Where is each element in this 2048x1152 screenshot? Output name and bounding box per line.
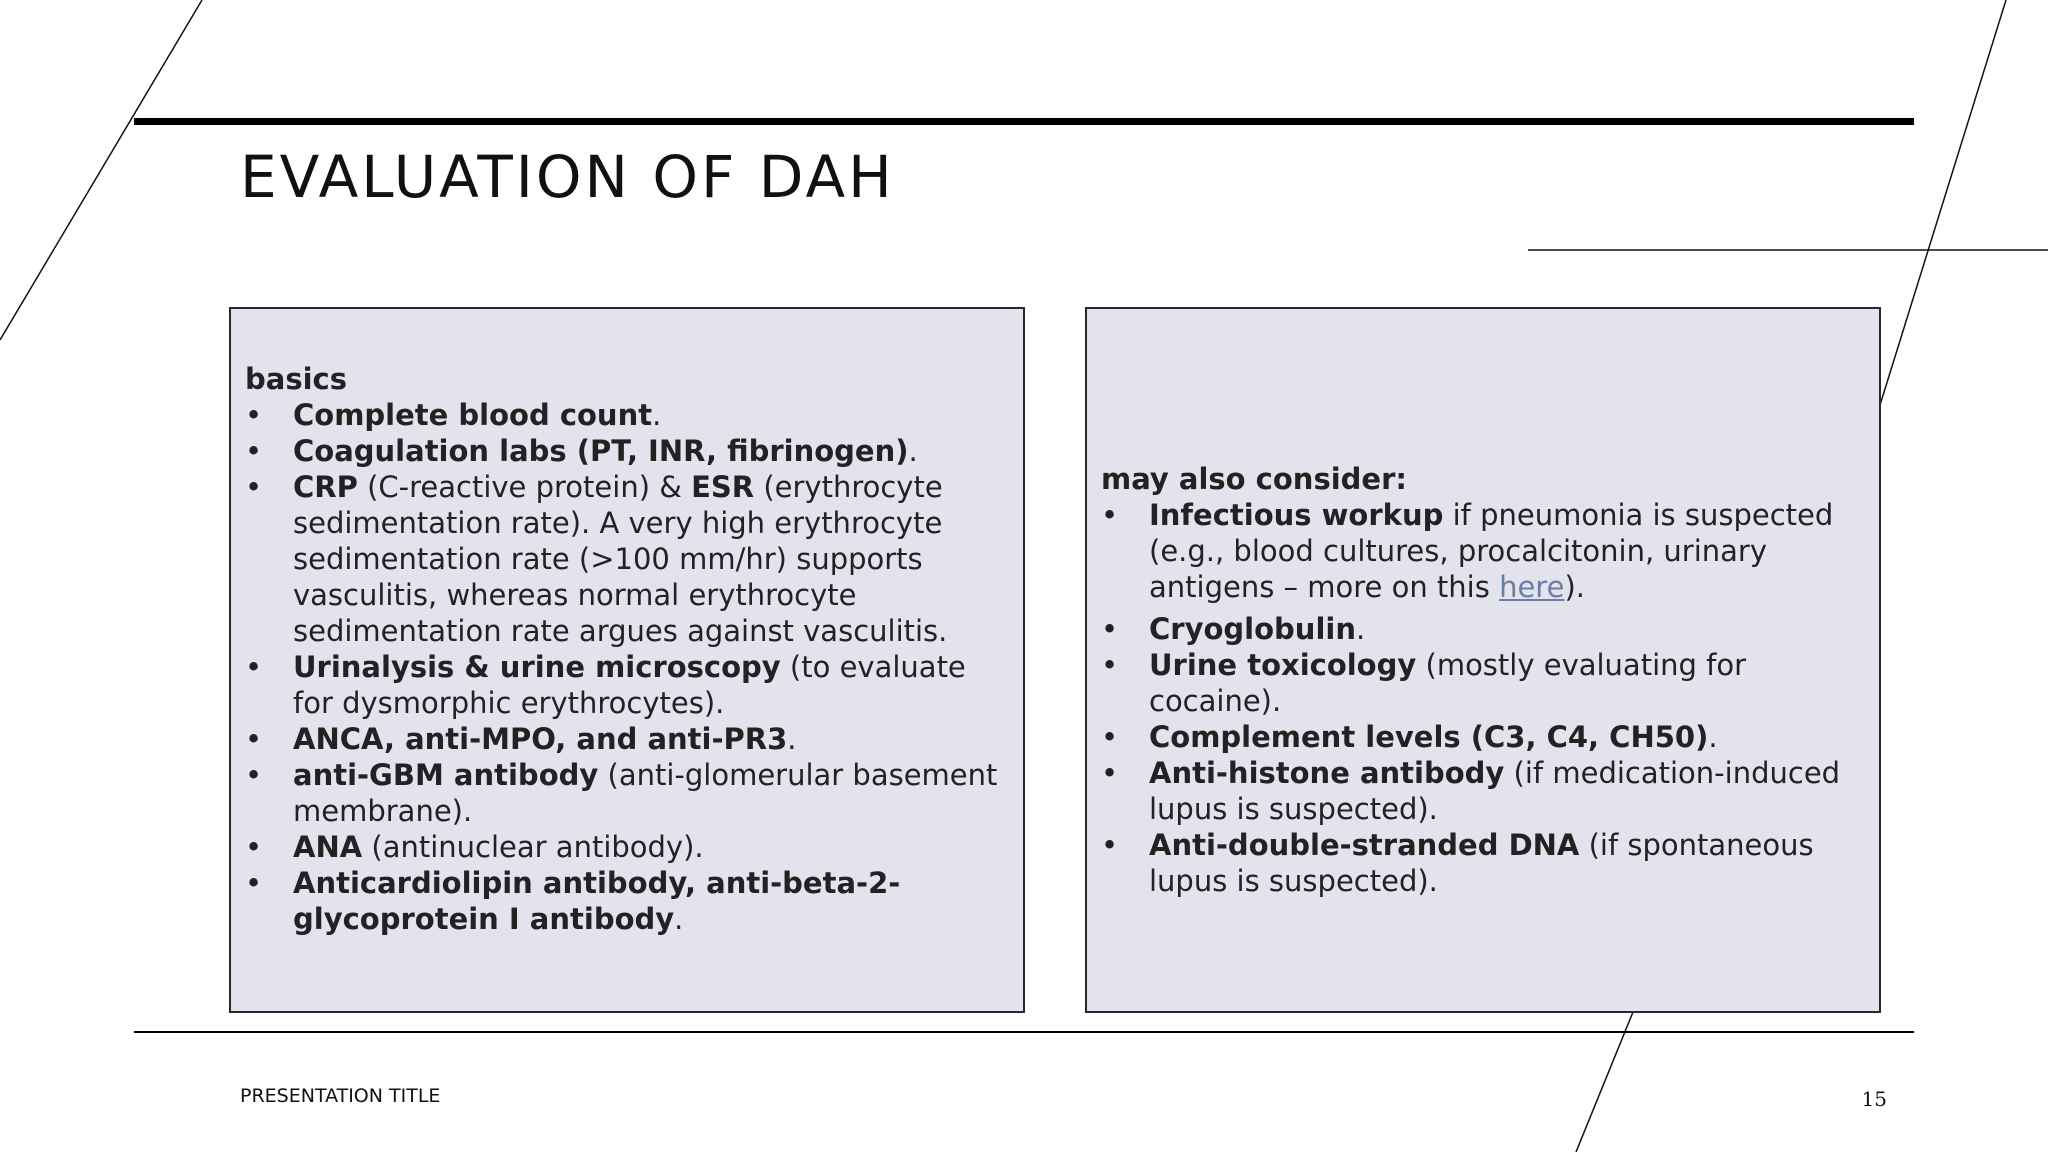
item-text: (if medication-induced lupus is suspected). — [1149, 756, 1841, 826]
item-bold-text: anti-GBM antibody — [293, 758, 599, 792]
item-text: . — [652, 398, 662, 432]
bullet-icon: • — [245, 758, 263, 792]
list-item — [245, 829, 1009, 865]
item-text: . — [787, 722, 797, 756]
bullet-icon: • — [1101, 498, 1119, 532]
list-item — [1101, 719, 1865, 755]
item-bold-text: Cryoglobulin — [1149, 612, 1356, 646]
item-text: if pneumonia is suspected (e.g., blood cultures, procalcitonin, urinary antigens – more on this — [1149, 498, 1834, 604]
item-text: (if spontaneous lupus is suspected). — [1149, 828, 1814, 898]
bullet-icon: • — [1101, 828, 1119, 862]
list-item — [1101, 611, 1865, 647]
here-link[interactable]: here — [1499, 570, 1565, 604]
basics-heading: basics — [245, 362, 347, 396]
item-text: (anti-glomerular basement membrane). — [293, 758, 998, 828]
list-item — [1101, 647, 1865, 719]
list-item — [245, 433, 1009, 469]
item-text: (erythrocyte sedimentation rate). A very high erythrocyte sedimentation rate (>100 mm/hr) supports vasculitis, whereas normal erythrocyte sedimentation rate argues against vasculitis. — [293, 470, 948, 648]
item-text: (mostly evaluating for cocaine). — [1149, 648, 1747, 718]
page-number: 15 — [1861, 1087, 1887, 1111]
item-bold-text: Urine toxicology — [1149, 648, 1417, 682]
slide-title: EVALUATION OF DAH — [240, 143, 895, 211]
item-bold-text: Anti-double-stranded DNA — [1149, 828, 1580, 862]
list-item — [245, 469, 1009, 649]
bullet-icon: • — [245, 866, 263, 900]
bullet-icon: • — [245, 722, 263, 756]
bullet-icon: • — [245, 398, 263, 432]
item-bold-text: Urinalysis & urine microscopy — [293, 650, 781, 684]
item-bold-text: CRP — [293, 470, 358, 504]
bullet-icon: • — [245, 830, 263, 864]
item-bold-text: ESR — [691, 470, 755, 504]
list-item — [1101, 497, 1865, 605]
bullet-icon: • — [1101, 648, 1119, 682]
deco-line-left — [0, 0, 202, 340]
basics-panel — [229, 307, 1025, 1013]
item-bold-text: Complement levels (C3, C4, CH50) — [1149, 720, 1709, 754]
item-bold-text: Coagulation labs (PT, INR, fibrinogen) — [293, 434, 909, 468]
list-item — [245, 757, 1009, 829]
item-text: . — [1355, 612, 1366, 646]
item-bold-text: ANCA, anti-MPO, and anti-PR3 — [293, 722, 788, 756]
bullet-icon: • — [1101, 612, 1119, 646]
item-text: (to evaluate for dysmorphic erythrocytes). — [293, 650, 966, 720]
top-rule — [134, 118, 1914, 125]
list-item — [245, 721, 1009, 757]
list-item — [1101, 755, 1865, 827]
bottom-rule — [134, 1031, 1914, 1033]
list-item — [245, 865, 1009, 937]
item-text: . — [908, 434, 918, 468]
deco-line-right-diagonal — [1880, 0, 2006, 405]
bullet-icon: • — [245, 470, 263, 504]
item-text: . — [1708, 720, 1718, 754]
consider-heading: may also consider: — [1101, 462, 1407, 496]
item-bold-text: Infectious workup — [1149, 498, 1444, 532]
deco-line-bottom-diagonal — [1576, 1012, 1633, 1152]
basics-list — [245, 397, 1009, 937]
consider-panel — [1085, 307, 1881, 1013]
item-text: (C-reactive protein) & — [357, 470, 692, 504]
item-bold-text: Anti-histone antibody — [1149, 756, 1505, 790]
consider-list — [1101, 497, 1865, 899]
item-bold-text: ANA — [293, 830, 363, 864]
list-item — [245, 649, 1009, 721]
item-text: (antinuclear antibody). — [362, 830, 704, 864]
bullet-icon: • — [245, 434, 263, 468]
item-text: . — [674, 902, 684, 936]
bullet-icon: • — [1101, 756, 1119, 790]
list-item — [245, 397, 1009, 433]
item-bold-text: Complete blood count — [293, 398, 653, 432]
item-text: ). — [1564, 570, 1585, 604]
item-bold-text: Anticardiolipin antibody, anti-beta-2-glycoprotein I antibody — [293, 866, 901, 936]
bullet-icon: • — [245, 650, 263, 684]
bullet-icon: • — [1101, 720, 1119, 754]
footer-title: PRESENTATION TITLE — [240, 1085, 441, 1107]
list-item — [1101, 827, 1865, 899]
